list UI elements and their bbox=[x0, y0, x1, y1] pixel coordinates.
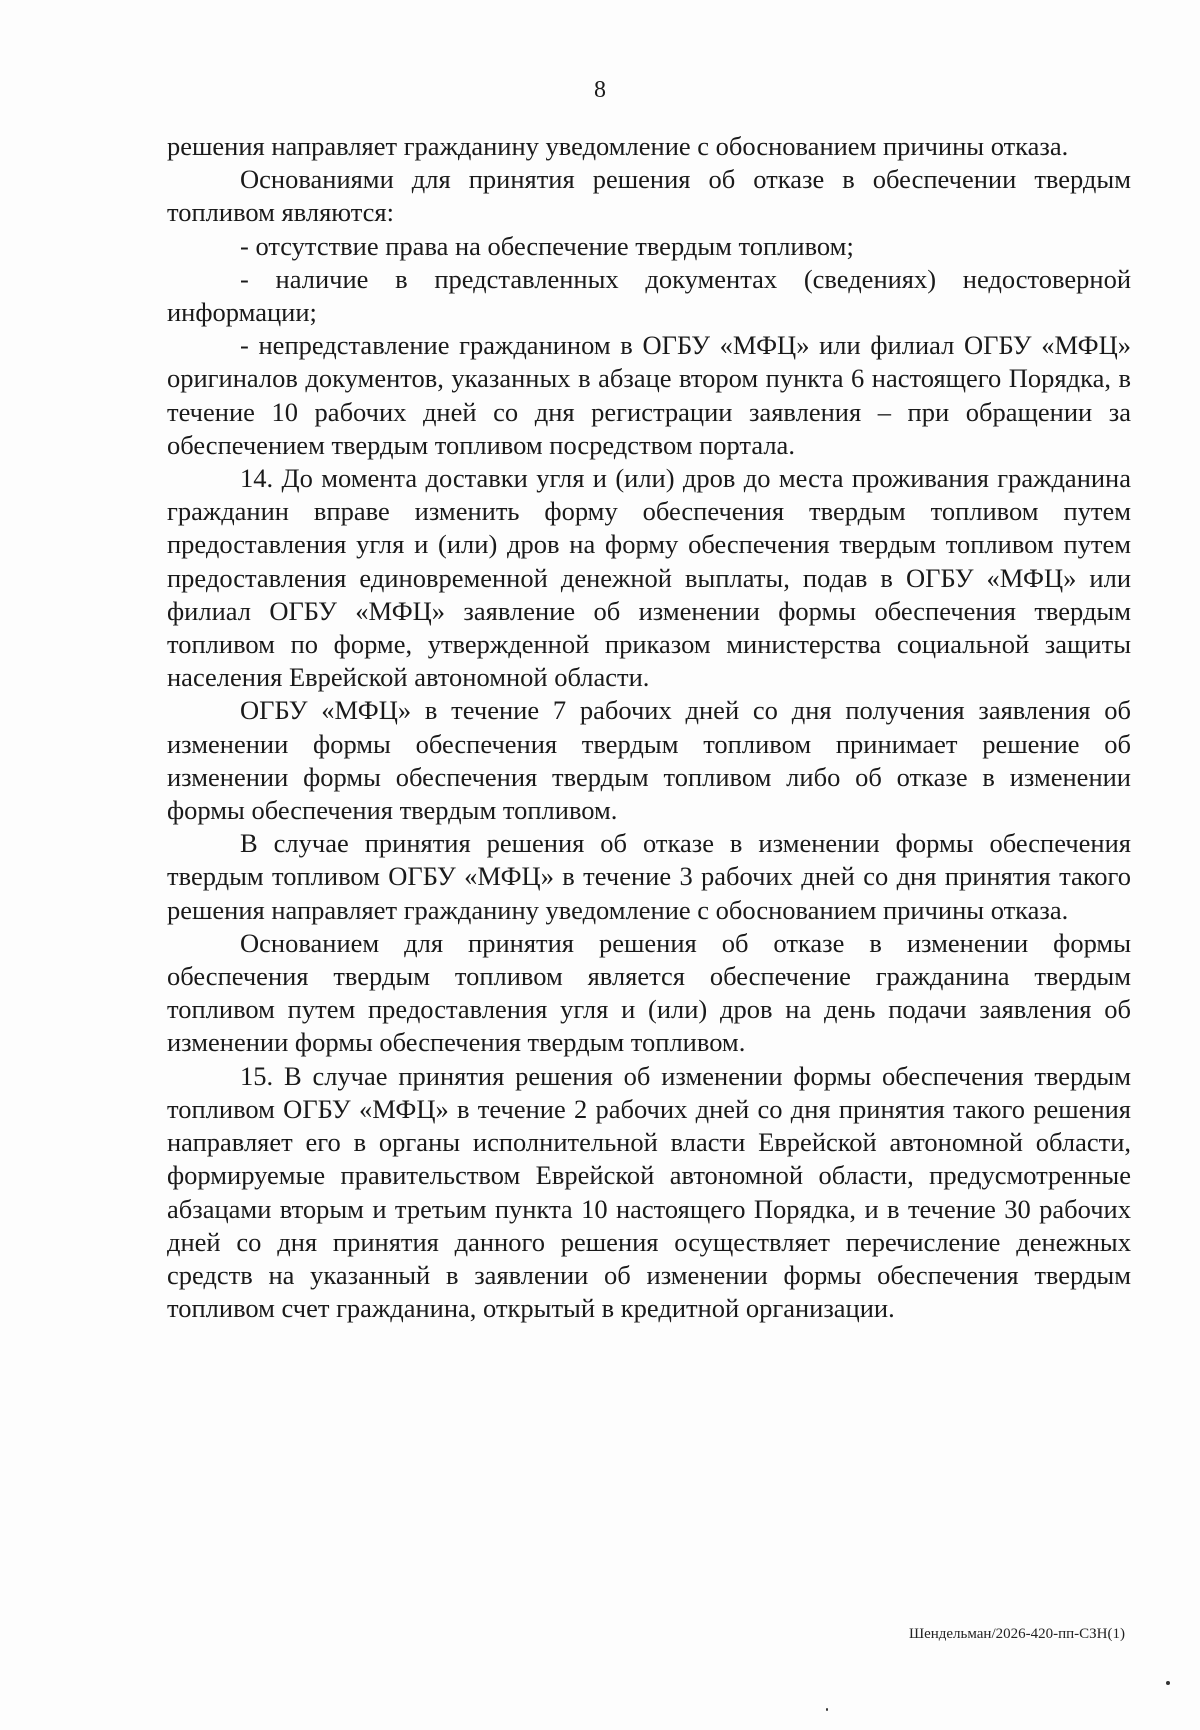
paragraph-mfc-decision: ОГБУ «МФЦ» в течение 7 рабочих дней со дня получения заявления об изменении формы обеспечения твердым топливом принимает решение об изменении формы обеспечения твердым топливом либо об отказе в изменении формы обеспечения твердым топливом. bbox=[167, 695, 1131, 826]
scan-speck bbox=[1166, 1681, 1170, 1685]
scan-speck bbox=[826, 1708, 828, 1711]
list-item-no-originals: - непредставление гражданином в ОГБУ «МФЦ» или филиал ОГБУ «МФЦ» оригиналов документов, указанных в абзаце втором пункта 6 настоящего Порядка, в течение 10 рабочих дней со дня регистрации заявления – при обращении за обеспечением твердым топливом посредством портала. bbox=[167, 330, 1131, 460]
paragraph-refusal-notice: В случае принятия решения об отказе в изменении формы обеспечения твердым топливом ОГБУ «МФЦ» в течение 3 рабочих дней со дня принятия такого решения направляет гражданину уведомление с обоснованием причины отказа. bbox=[167, 828, 1131, 925]
page-number: 8 bbox=[594, 77, 606, 103]
document-footer-code: Шендельман/2026-420-пп-СЗН(1) bbox=[908, 1626, 1125, 1642]
paragraph-continuation: решения направляет гражданину уведомление с обоснованием причины отказа. bbox=[167, 131, 1069, 161]
list-item-no-right: - отсутствие права на обеспечение твердым топливом; bbox=[240, 230, 854, 261]
paragraph-item-15: 15. В случае принятия решения об изменении формы обеспечения твердым топливом ОГБУ «МФЦ» в течение 2 рабочих дней со дня принятия такого решения направляет его в органы исполнительной власти Еврейской автономной области, формируемые правительством Еврейской автономной области, предусмотренные абзацами вторым и третьим пункта 10 настоящего Порядка, и в течение 30 рабочих дней со дня принятия данного решения осуществляет перечисление денежных средств на указанный в заявлении об изменении формы обеспечения твердым топливом счет гражданина, открытый в кредитной организации. bbox=[167, 1060, 1131, 1324]
list-item-unreliable-info: - наличие в представленных документах (сведениях) недостоверной информации; bbox=[167, 263, 1131, 328]
paragraph-refusal-basis: Основанием для принятия решения об отказе в изменении формы обеспечения твердым топливом является обеспечение гражданина твердым топливом путем предоставления угля и (или) дров на день подачи заявления об изменении формы обеспечения твердым топливом. bbox=[167, 927, 1131, 1058]
paragraph-refusal-grounds: Основаниями для принятия решения об отказе в обеспечении твердым топливом являются: bbox=[167, 164, 1131, 228]
paragraph-item-14: 14. До момента доставки угля и (или) дров до места проживания гражданина гражданин вправе изменить форму обеспечения твердым топливом путем предоставления угля и (или) дров на форму обеспечения твердым топливом путем предоставления единовременной денежной выплаты, подав в ОГБУ «МФЦ» или филиал ОГБУ «МФЦ» заявление об изменении формы обеспечения твердым топливом по форме, утвержденной приказом министерства социальной защиты населения Еврейской автономной области. bbox=[167, 463, 1131, 693]
document-body bbox=[167, 130, 1131, 1325]
